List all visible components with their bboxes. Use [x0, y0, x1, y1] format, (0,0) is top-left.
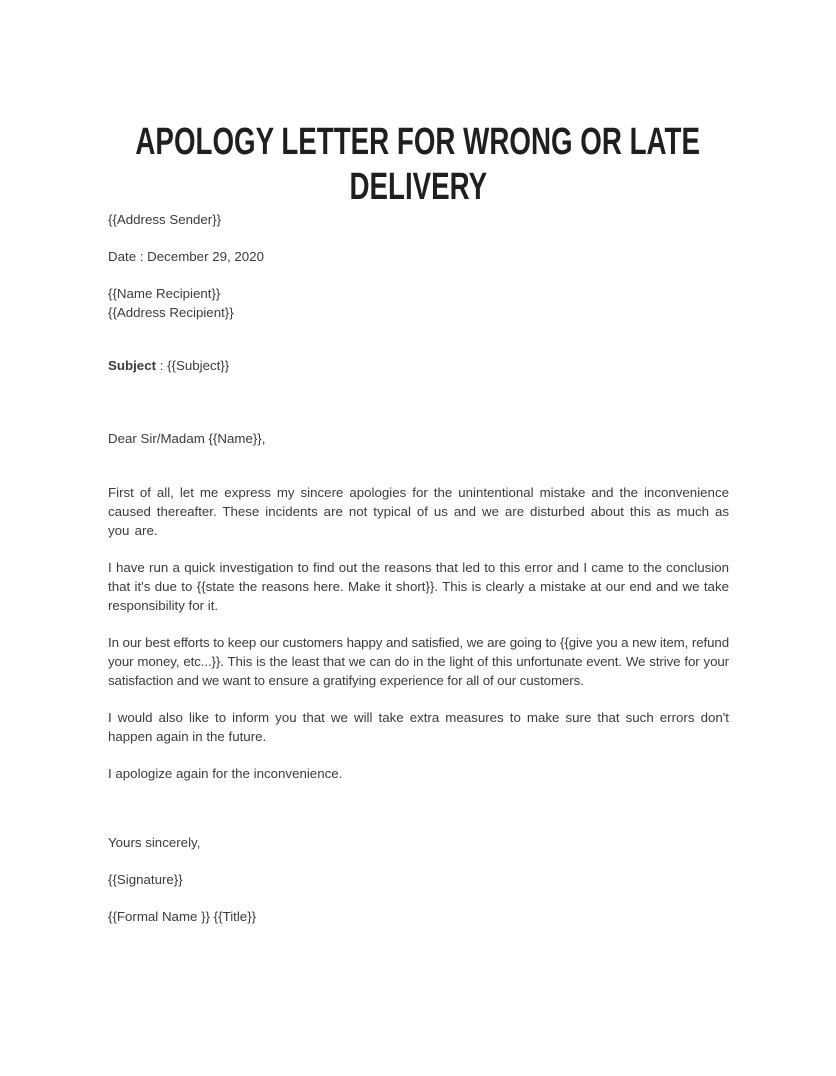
recipient-address-placeholder: {{Address Recipient}} [108, 305, 234, 320]
signoff-line: {{Formal Name }} {{Title}} [108, 909, 257, 924]
letter-title-line-2-text: DELIVERY [349, 166, 487, 208]
body-paragraph-5: I apologize again for the inconvenience. [108, 766, 343, 781]
body-paragraph-3: In our best efforts to keep our customers happy and satisfied, we are going to {{give you a new item, refund your money, etc...}}. This is the least that we can do in the light of this unfortunate event. We strive for your satisfaction and we want to ensure a gratifying experience for all of our customers. [108, 635, 729, 688]
subject-value: : {{Subject}} [156, 358, 230, 373]
signature-placeholder: {{Signature}} [108, 872, 183, 887]
subject-label: Subject [108, 358, 157, 373]
letter-title-line-1 [0, 120, 836, 165]
closing-phrase: Yours sincerely, [108, 835, 201, 850]
body-paragraph-1: First of all, let me express my sincere apologies for the unintentional mistake and the inconvenience caused thereafter. These incidents are not typical of us and we are disturbed about this as much as you are. [108, 485, 729, 538]
sender-address-placeholder: {{Address Sender}} [108, 212, 222, 227]
letter-title-line-2 [0, 165, 836, 210]
letter-title [0, 0, 836, 210]
letter-title-line-1-text: APOLOGY LETTER FOR WRONG OR LATE [135, 121, 701, 163]
body-paragraph-4: I would also like to inform you that we will take extra measures to make sure that such errors don't happen again in the future. [108, 710, 729, 744]
date-line: Date : December 29, 2020 [108, 249, 264, 264]
salutation: Dear Sir/Madam {{Name}}, [108, 431, 266, 446]
body-paragraph-2: I have run a quick investigation to find out the reasons that led to this error and I came to the conclusion that it's due to {{state the reasons here. Make it short}}. This is clearly a mistake at our end and we take responsibility for it. [108, 560, 729, 613]
recipient-block [108, 284, 729, 322]
letter-body [108, 210, 729, 926]
subject-line [108, 356, 729, 375]
recipient-name-placeholder: {{Name Recipient}} [108, 286, 221, 301]
